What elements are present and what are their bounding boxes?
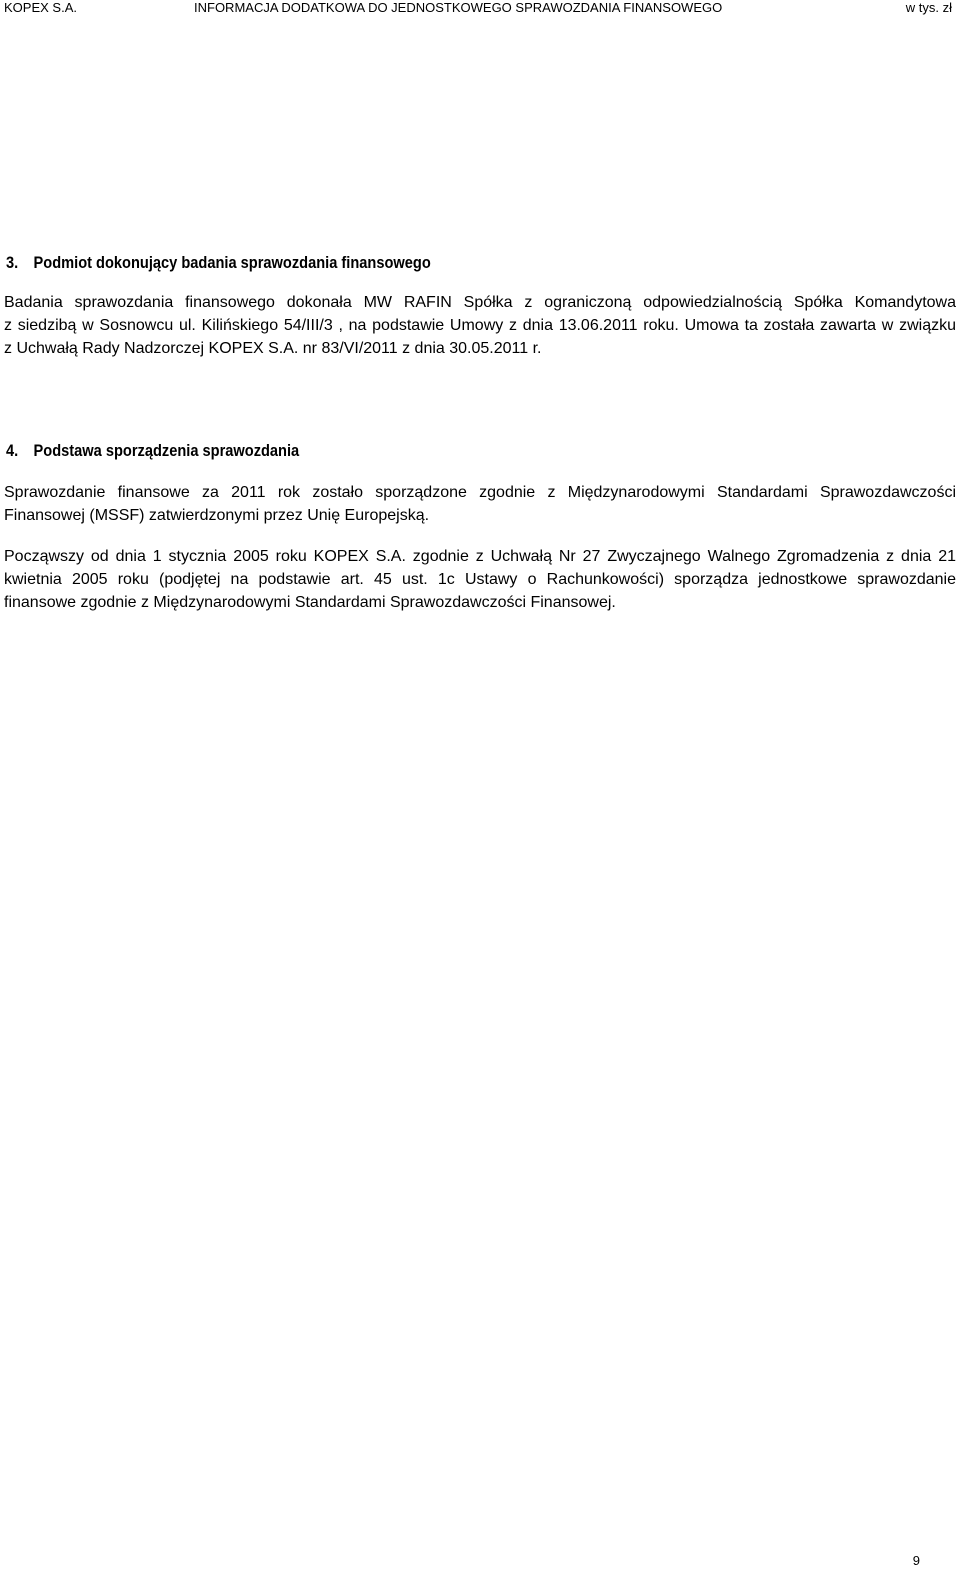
page-number: 9 <box>912 1553 920 1568</box>
section-4-paragraph-2 <box>4 545 956 614</box>
section-4-heading <box>6 441 299 461</box>
section-3-line: Badania sprawozdania finansowego dokonała MW RAFIN Spółka z ograniczoną odpowiedzialnością Spółka Komandytowa <box>4 294 956 311</box>
section-4-line: Finansowej (MSSF) zatwierdzonymi przez Unię Europejską. <box>4 507 430 524</box>
section-4-line: Począwszy od dnia 1 stycznia 2005 roku KOPEX S.A. zgodnie z Uchwałą Nr 27 Zwyczajnego Walnego Zgromadzenia z dnia 21 <box>4 548 956 565</box>
section-4-paragraph-1 <box>4 481 956 527</box>
section-4-number: 4. <box>6 441 19 460</box>
section-3-line: z Uchwałą Rady Nadzorczej KOPEX S.A. nr 83/VI/2011 z dnia 30.05.2011 r. <box>4 340 542 357</box>
section-4-line: kwietnia 2005 roku (podjętej na podstawie art. 45 ust. 1c Ustawy o Rachunkowości) sporządza jednostkowe sprawozdanie <box>4 571 956 588</box>
section-3-heading <box>6 253 431 273</box>
header-title: INFORMACJA DODATKOWA DO JEDNOSTKOWEGO SPRAWOZDANIA FINANSOWEGO <box>194 0 723 15</box>
section-4-line: Sprawozdanie finansowe za 2011 rok zostało sporządzone zgodnie z Międzynarodowymi Standardami Sprawozdawczości <box>4 484 956 501</box>
header-company: KOPEX S.A. <box>4 0 77 15</box>
section-3-title: Podmiot dokonujący badania sprawozdania finansowego <box>33 253 431 272</box>
section-4-title: Podstawa sporządzenia sprawozdania <box>33 441 300 460</box>
header-unit: w tys. zł <box>905 0 952 15</box>
section-3-number: 3. <box>6 253 19 272</box>
page-header <box>4 0 954 18</box>
section-3-paragraph <box>4 291 956 360</box>
section-4-line: finansowe zgodnie z Międzynarodowymi Standardami Sprawozdawczości Finansowej. <box>4 594 616 611</box>
section-3-line: z siedzibą w Sosnowcu ul. Kilińskiego 54/III/3 , na podstawie Umowy z dnia 13.06.2011 roku. Umowa ta została zawarta w związku <box>4 317 956 334</box>
